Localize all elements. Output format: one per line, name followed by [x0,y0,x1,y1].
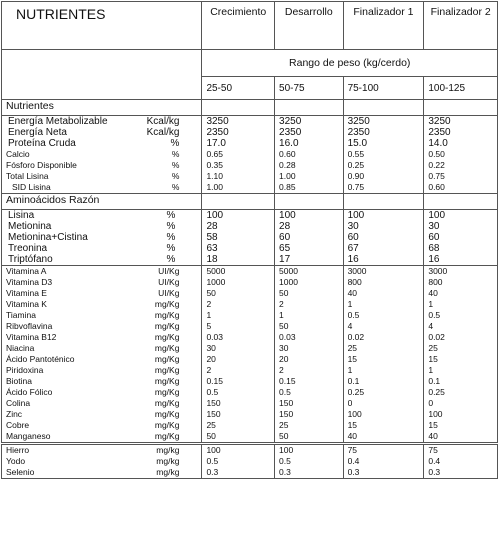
row-value-3: 40 [343,431,424,444]
row-value-4: 0 [424,398,498,409]
row-value-4: 0.5 [424,310,498,321]
row-unit: mg/Kg [154,299,180,309]
row-value-2: 30 [275,343,344,354]
amino-rows [2,210,498,266]
row-unit: mg/Kg [154,420,180,430]
row-unit: mg/Kg [154,332,180,342]
row-value-4: 0.22 [424,160,498,171]
row-name: Selenio [6,467,35,477]
row-value-1: 0.3 [202,467,275,479]
row-value-1: 63 [202,243,275,254]
table-row [2,456,498,467]
table-row [2,243,498,254]
row-value-1: 100 [202,444,275,457]
row-value-2: 3250 [275,116,344,128]
row-value-3: 0.55 [343,149,424,160]
row-unit: mg/Kg [154,398,180,408]
row-name: Tiamina [6,310,36,320]
row-value-3: 0.3 [343,467,424,479]
table-row [2,398,498,409]
row-value-1: 28 [202,221,275,232]
row-unit: UI/Kg [158,277,180,287]
table-row [2,365,498,376]
row-name: Hierro [6,445,30,455]
row-value-4: 75 [424,444,498,457]
row-value-3: 0.4 [343,456,424,467]
row-unit: % [170,138,180,149]
row-name: Triptófano [8,254,53,265]
row-value-4: 100 [424,210,498,222]
row-value-3: 30 [343,221,424,232]
row-value-3: 1 [343,299,424,310]
row-name: Yodo [6,456,26,466]
table-row [2,116,498,128]
row-value-4: 68 [424,243,498,254]
row-value-2: 0.5 [275,387,344,398]
row-unit: Kcal/kg [146,116,180,127]
table-row [2,232,498,243]
row-value-3: 75 [343,444,424,457]
table-row [2,127,498,138]
table-row [2,149,498,160]
row-value-2: 1 [275,310,344,321]
table-title: NUTRIENTES [2,2,202,50]
vitamin-rows [2,266,498,444]
row-value-3: 100 [343,210,424,222]
row-unit: mg/Kg [154,376,180,386]
row-unit: % [166,254,176,265]
row-value-3: 0.5 [343,310,424,321]
row-name: Cobre [6,420,30,430]
row-value-1: 0.35 [202,160,275,171]
row-value-2: 2350 [275,127,344,138]
row-name: Energía Neta [8,127,67,138]
table-row [2,182,498,194]
row-value-2: 1000 [275,277,344,288]
row-value-4: 100 [424,409,498,420]
row-value-2: 100 [275,444,344,457]
row-value-2: 65 [275,243,344,254]
row-value-4: 0.25 [424,387,498,398]
row-value-1: 17.0 [202,138,275,149]
table-row [2,420,498,431]
row-value-4: 40 [424,288,498,299]
table-row [2,409,498,420]
row-name: Ácido Fólico [6,387,53,397]
row-name: Treonina [8,243,48,254]
row-unit: Kcal/kg [146,127,180,138]
row-value-3: 0.25 [343,160,424,171]
row-value-4: 0.02 [424,332,498,343]
row-value-2: 16.0 [275,138,344,149]
row-unit: % [171,149,180,159]
row-value-4: 0.3 [424,467,498,479]
table-row [2,277,498,288]
row-value-4: 0.50 [424,149,498,160]
row-value-2: 50 [275,288,344,299]
table-row [2,431,498,444]
range-values-row [2,77,498,100]
row-value-3: 0.1 [343,376,424,387]
row-name: Piridoxina [6,365,44,375]
range-value-4: 100-125 [424,77,498,100]
row-value-3: 16 [343,254,424,266]
table-row [2,254,498,266]
row-unit: mg/Kg [154,343,180,353]
row-unit: % [166,232,176,243]
row-value-3: 0.02 [343,332,424,343]
row-value-3: 800 [343,277,424,288]
table-row [2,160,498,171]
row-value-2: 0.3 [275,467,344,479]
phase-header-1: Crecimiento [202,2,275,50]
table-row [2,138,498,149]
row-name: Vitamina A [6,266,47,276]
row-name: Proteína Cruda [8,138,76,149]
row-value-4: 3250 [424,116,498,128]
row-value-4: 16 [424,254,498,266]
table-row [2,221,498,232]
phase-header-4: Finalizador 2 [424,2,498,50]
row-value-3: 2350 [343,127,424,138]
row-value-3: 1 [343,365,424,376]
nutrient-requirements-table [1,1,498,479]
row-value-1: 0.03 [202,332,275,343]
row-name: Manganeso [6,431,51,441]
table-row [2,171,498,182]
row-value-3: 15.0 [343,138,424,149]
row-value-2: 0.28 [275,160,344,171]
row-value-4: 4 [424,321,498,332]
row-unit: UI/Kg [158,288,180,298]
table-row [2,210,498,222]
row-value-1: 25 [202,420,275,431]
row-value-4: 60 [424,232,498,243]
row-value-1: 50 [202,288,275,299]
row-name: Lisina [8,210,35,221]
row-value-4: 0.1 [424,376,498,387]
table-row [2,376,498,387]
row-name: Fósforo Disponible [6,160,77,170]
table-row [2,343,498,354]
row-value-4: 30 [424,221,498,232]
range-value-3: 75-100 [343,77,424,100]
table-row [2,266,498,278]
row-value-4: 2350 [424,127,498,138]
row-value-1: 30 [202,343,275,354]
row-value-2: 0.5 [275,456,344,467]
row-value-3: 67 [343,243,424,254]
row-name: Colina [6,398,31,408]
row-value-3: 0.90 [343,171,424,182]
mineral-rows [2,444,498,479]
row-unit: mg/Kg [154,321,180,331]
row-value-3: 3000 [343,266,424,278]
row-value-4: 1 [424,365,498,376]
row-value-2: 0.15 [275,376,344,387]
row-value-2: 50 [275,431,344,444]
table-row [2,321,498,332]
row-value-1: 5000 [202,266,275,278]
row-unit: mg/kg [156,456,180,466]
row-unit: % [171,182,180,192]
row-value-2: 150 [275,409,344,420]
row-name: Ácido Pantoténico [6,354,75,364]
amino-section-row [2,194,498,210]
row-name: Zinc [6,409,23,419]
row-value-1: 1 [202,310,275,321]
row-value-2: 50 [275,321,344,332]
row-unit: mg/Kg [154,431,180,441]
row-value-4: 1 [424,299,498,310]
row-value-1: 1000 [202,277,275,288]
row-name: Niacina [6,343,35,353]
row-value-3: 0 [343,398,424,409]
row-value-1: 100 [202,210,275,222]
row-value-2: 60 [275,232,344,243]
row-value-2: 0.03 [275,332,344,343]
row-value-4: 0.4 [424,456,498,467]
row-value-2: 20 [275,354,344,365]
row-value-3: 100 [343,409,424,420]
range-value-2: 50-75 [275,77,344,100]
row-value-4: 3000 [424,266,498,278]
row-value-3: 3250 [343,116,424,128]
row-value-1: 0.5 [202,456,275,467]
nutrients-rows [2,116,498,194]
row-value-2: 25 [275,420,344,431]
weight-range-title: Rango de peso (kg/cerdo) [202,50,498,77]
row-value-1: 0.65 [202,149,275,160]
row-value-2: 5000 [275,266,344,278]
row-value-1: 1.00 [202,182,275,194]
table-row [2,387,498,398]
row-value-4: 25 [424,343,498,354]
row-unit: mg/Kg [154,365,180,375]
row-unit: mg/kg [156,467,180,477]
row-value-1: 150 [202,398,275,409]
table-row [2,444,498,457]
row-name: Total Lisina [6,171,49,181]
row-value-3: 25 [343,343,424,354]
range-title-row [2,50,498,77]
row-unit: % [166,243,176,254]
table-row [2,310,498,321]
row-unit: % [166,221,176,232]
row-value-4: 40 [424,431,498,444]
row-name: Metionina+Cistina [8,232,88,243]
row-value-4: 800 [424,277,498,288]
row-value-4: 0.75 [424,171,498,182]
table-row [2,288,498,299]
header-row [2,2,498,50]
row-value-4: 15 [424,420,498,431]
row-unit: mg/Kg [154,310,180,320]
nutrients-section-row [2,100,498,116]
row-value-2: 0.85 [275,182,344,194]
row-name: Energía Metabolizable [8,116,108,127]
phase-header-3: Finalizador 1 [343,2,424,50]
row-unit: UI/Kg [158,266,180,276]
row-value-4: 14.0 [424,138,498,149]
row-name: Metionina [8,221,52,232]
row-value-1: 1.10 [202,171,275,182]
range-value-1: 25-50 [202,77,275,100]
row-name: Vitamina E [6,288,47,298]
row-value-3: 0.25 [343,387,424,398]
row-value-1: 2350 [202,127,275,138]
row-name: Vitamina D3 [6,277,53,287]
row-value-3: 0.75 [343,182,424,194]
table-row [2,332,498,343]
row-value-3: 4 [343,321,424,332]
row-value-1: 2 [202,365,275,376]
row-name: Vitamina B12 [6,332,57,342]
row-value-4: 15 [424,354,498,365]
row-value-2: 2 [275,365,344,376]
row-name: SID Lisina [12,182,51,192]
row-value-1: 0.5 [202,387,275,398]
row-name: Ribvoflavina [6,321,53,331]
row-value-2: 150 [275,398,344,409]
row-value-2: 2 [275,299,344,310]
row-value-1: 3250 [202,116,275,128]
row-value-1: 50 [202,431,275,444]
row-unit: mg/kg [156,445,180,455]
row-unit: mg/Kg [154,354,180,364]
row-value-1: 18 [202,254,275,266]
amino-section-title: Aminoácidos Razón [2,194,202,210]
row-value-1: 150 [202,409,275,420]
table-row [2,299,498,310]
row-value-2: 100 [275,210,344,222]
row-value-1: 2 [202,299,275,310]
row-value-4: 0.60 [424,182,498,194]
row-value-3: 15 [343,354,424,365]
row-value-2: 1.00 [275,171,344,182]
nutrients-section-title: Nutrientes [2,100,202,116]
row-value-3: 15 [343,420,424,431]
row-value-1: 5 [202,321,275,332]
row-value-1: 58 [202,232,275,243]
row-unit: mg/Kg [154,387,180,397]
table-row [2,467,498,479]
row-value-2: 17 [275,254,344,266]
phase-header-2: Desarrollo [275,2,344,50]
row-value-3: 60 [343,232,424,243]
row-unit: % [166,210,176,221]
row-name: Vitamina K [6,299,47,309]
row-value-3: 40 [343,288,424,299]
table-row [2,354,498,365]
row-unit: mg/Kg [154,409,180,419]
row-value-2: 28 [275,221,344,232]
row-unit: % [171,160,180,170]
row-value-2: 0.60 [275,149,344,160]
row-unit: % [171,171,180,181]
row-value-1: 20 [202,354,275,365]
row-value-1: 0.15 [202,376,275,387]
row-name: Calcio [6,149,30,159]
row-name: Biotina [6,376,32,386]
